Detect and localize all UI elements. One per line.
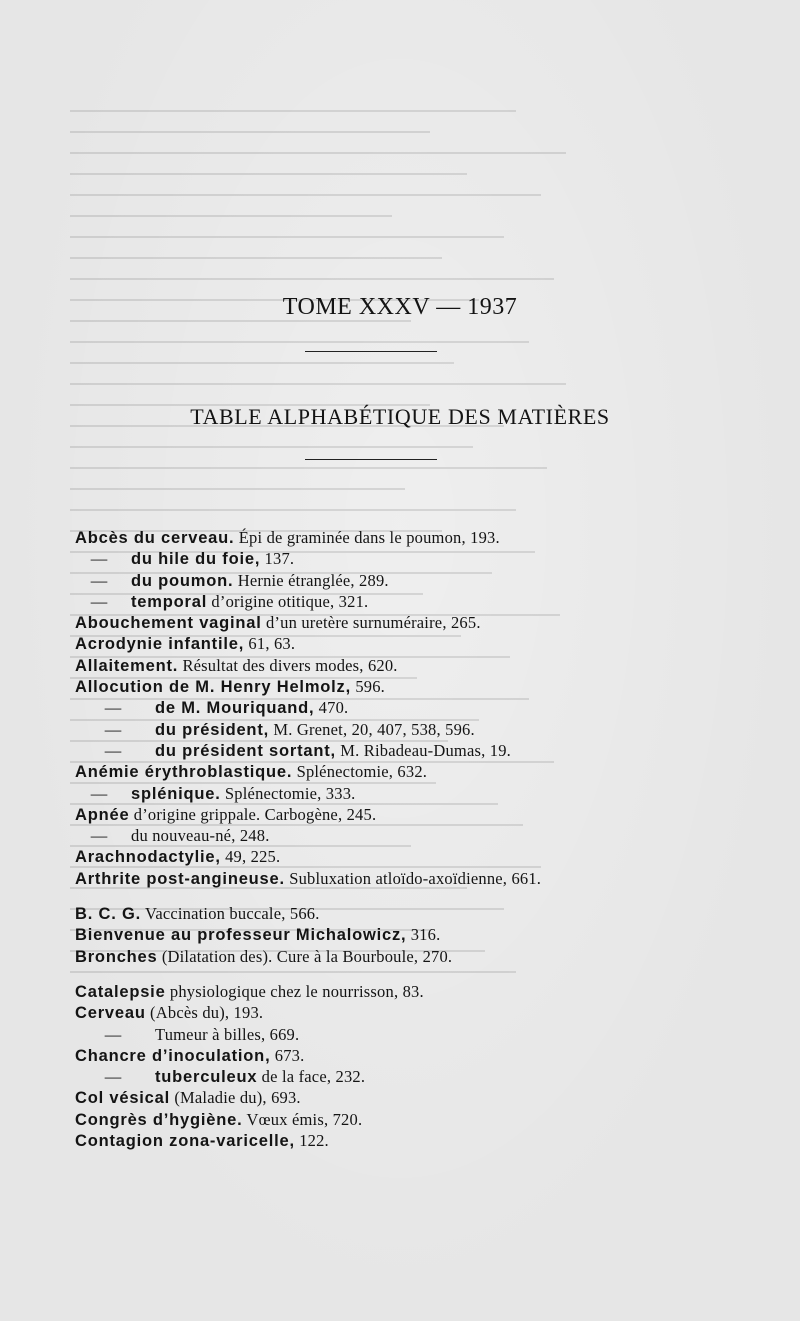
entry-text: Subluxation atloïdo-axoïdienne, 661. — [284, 868, 542, 888]
entry-keyword: Allaitement. — [75, 656, 179, 675]
divider-rule-top — [305, 351, 437, 352]
entry-text: 122. — [294, 1131, 329, 1151]
ditto-dash: — — [90, 783, 108, 803]
ditto-dash: — — [90, 549, 108, 569]
entry-keyword: temporal — [131, 592, 208, 611]
entry-text: 49, 225. — [220, 847, 281, 867]
index-entry — [75, 655, 775, 676]
index-entry — [75, 612, 775, 633]
index-entry — [75, 981, 775, 1002]
entry-text: Tumeur à billes, 669. — [155, 1024, 300, 1044]
index-entry — [75, 1045, 775, 1066]
entry-text: Vaccination buccale, 566. — [141, 904, 320, 924]
ditto-dash: — — [90, 826, 108, 846]
entry-keyword: de M. Mouriquand, — [155, 699, 315, 718]
entry-text: Hernie étranglée, 289. — [233, 570, 389, 590]
entry-text: 316. — [406, 925, 441, 945]
entry-text: 61, 63. — [244, 634, 296, 654]
entry-keyword: Acrodynie infantile, — [75, 635, 245, 654]
index-entry — [75, 1087, 775, 1108]
entry-keyword: Cerveau — [75, 1004, 146, 1023]
tome-heading: TOME XXXV — 1937 — [282, 294, 518, 320]
entry-text: 673. — [270, 1045, 305, 1065]
entry-keyword: du président, — [155, 720, 269, 739]
entry-keyword: Arthrite post-angineuse. — [75, 869, 285, 888]
entry-keyword: du poumon. — [131, 571, 234, 590]
entry-text: (Abcès du), 193. — [145, 1003, 264, 1023]
index-title: TABLE ALPHABÉTIQUE DES MATIÈRES — [190, 404, 610, 429]
entry-keyword: Allocution de M. Henry Helmolz, — [75, 678, 351, 697]
entry-text: de la face, 232. — [257, 1067, 366, 1087]
index-subentry — [75, 783, 775, 804]
index-entry — [75, 946, 775, 967]
index-subentry — [75, 591, 775, 612]
divider-rule-bottom — [305, 459, 437, 460]
entry-keyword: Contagion zona-varicelle, — [75, 1132, 295, 1151]
index-subentry — [75, 1066, 775, 1087]
entry-keyword: du hile du foie, — [131, 550, 261, 569]
entry-keyword: Congrès d’hygiène. — [75, 1110, 243, 1129]
index-entry — [75, 924, 775, 945]
index-subentry — [75, 719, 775, 740]
ditto-dash: — — [90, 591, 108, 611]
entry-text: Vœux émis, 720. — [242, 1109, 363, 1129]
index-entry — [75, 1002, 775, 1023]
index-entry — [75, 1130, 775, 1151]
entry-text: 470. — [314, 698, 349, 718]
entry-keyword: Chancre d’inoculation, — [75, 1046, 271, 1065]
entry-text: Épi de graminée dans le poumon, 193. — [234, 528, 500, 547]
entry-keyword: B. C. G. — [75, 905, 141, 924]
entry-text: (Dilatation des). Cure à la Bourboule, 270. — [157, 946, 453, 966]
entry-keyword: splénique. — [131, 784, 221, 803]
entry-keyword: tuberculeux — [155, 1068, 258, 1087]
entry-text: physiologique chez le nourrisson, 83. — [165, 981, 424, 1001]
entry-keyword: Col vésical — [75, 1089, 171, 1108]
entry-keyword: Abouchement vaginal — [75, 614, 262, 633]
index-subentry — [75, 825, 775, 846]
ditto-dash: — — [104, 719, 122, 739]
index-entry — [75, 527, 775, 548]
entry-text: 137. — [260, 549, 295, 569]
index-entry — [75, 846, 775, 867]
entry-keyword: Arachnodactylie, — [75, 848, 221, 867]
index-entry — [75, 903, 775, 924]
index-entry — [75, 1109, 775, 1130]
entry-text: du nouveau-né, 248. — [131, 826, 270, 846]
index-entry — [75, 633, 775, 654]
index-subentry — [75, 548, 775, 569]
entry-text: d’origine otitique, 321. — [207, 591, 369, 611]
entry-text: Résultat des divers modes, 620. — [178, 655, 398, 675]
entry-text: 596. — [351, 677, 385, 697]
letter-section-gap — [75, 967, 775, 981]
entry-keyword: du président sortant, — [155, 741, 336, 760]
index-entry — [75, 676, 775, 697]
entry-text: M. Ribadeau-Dumas, 19. — [335, 740, 511, 760]
ditto-dash: — — [90, 570, 108, 590]
ditto-dash: — — [104, 698, 122, 718]
ditto-dash: — — [104, 740, 122, 760]
entry-text: Splénectomie, 333. — [220, 783, 356, 803]
entry-keyword: Bienvenue au professeur Michalowicz, — [75, 926, 407, 945]
entry-keyword: Anémie érythroblastique. — [75, 763, 293, 782]
index-subentry — [75, 697, 775, 718]
entry-text: d’origine grippale. Carbogène, 245. — [129, 804, 377, 824]
entry-keyword: Catalepsie — [75, 982, 166, 1001]
alphabetical-index — [75, 527, 775, 1151]
index-entry — [75, 868, 775, 889]
entry-text: M. Grenet, 20, 407, 538, 596. — [269, 719, 475, 739]
entry-keyword: Apnée — [75, 805, 130, 824]
index-entry — [75, 761, 775, 782]
entry-text: (Maladie du), 693. — [170, 1088, 301, 1108]
entry-keyword: Abcès du cerveau. — [75, 529, 235, 547]
index-subentry — [75, 570, 775, 591]
index-entry — [75, 804, 775, 825]
index-subentry — [75, 1024, 775, 1045]
entry-text: Splénectomie, 632. — [292, 762, 428, 782]
ditto-dash: — — [104, 1024, 122, 1044]
letter-section-gap — [75, 889, 775, 903]
entry-text: d’un uretère surnuméraire, 265. — [261, 613, 481, 633]
entry-keyword: Bronches — [75, 947, 158, 966]
index-subentry — [75, 740, 775, 761]
ditto-dash: — — [104, 1067, 122, 1087]
